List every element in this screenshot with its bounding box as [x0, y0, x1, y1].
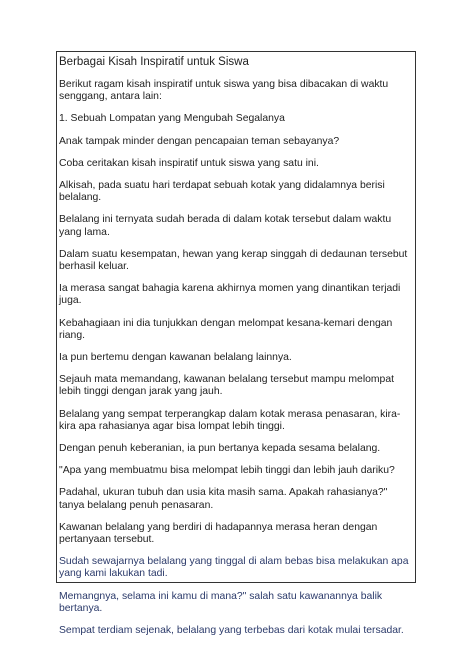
paragraph: Ia pun bertemu dengan kawanan belalang lainnya. — [59, 352, 292, 364]
paragraph: Kawanan belalang yang berdiri di hadapannya merasa heran dengan pertanyaan tersebut. — [59, 521, 378, 546]
section-heading: 1. Sebuah Lompatan yang Mengubah Segalanya — [59, 113, 285, 125]
document-body — [59, 55, 413, 647]
paragraph: Coba ceritakan kisah inspiratif untuk siswa yang satu ini. — [59, 157, 319, 169]
paragraph: Padahal, ukuran tubuh dan usia kita masih sama. Apakah rahasianya?" tanya belalang penuh penasaran. — [59, 487, 388, 511]
paragraph: Memangnya, selama ini kamu di mana?" salah satu kawanannya balik bertanya. — [59, 590, 383, 614]
paragraph: Berikut ragam kisah inspiratif untuk siswa yang bisa dibacakan di waktu senggang, antara lain: — [59, 79, 389, 103]
paragraph: Sejauh mata memandang, kawanan belalang tersebut mampu melompat lebih tinggi dengan jarak yang jauh. — [59, 374, 395, 398]
paragraph: Sempat terdiam sejenak, belalang yang terbebas dari kotak mulai tersadar. — [59, 625, 404, 637]
paragraph: "Apa yang membuatmu bisa melompat lebih tinggi dan lebih jauh dariku? — [59, 465, 395, 477]
document-page — [56, 51, 416, 637]
paragraph: Dengan penuh keberanian, ia pun bertanya kepada sesama belalang. — [59, 443, 381, 455]
document-title: Berbagai Kisah Inspiratif untuk Siswa — [59, 56, 249, 68]
paragraph: Belalang yang sempat terperangkap dalam kotak merasa penasaran, kira-kira apa rahasianya agar bisa lompat lebih tinggi. — [59, 408, 401, 432]
paragraph: Sudah sewajarnya belalang yang tinggal di alam bebas bisa melakukan apa yang kami lakukan tadi. — [59, 556, 409, 580]
paragraph: Alkisah, pada suatu hari terdapat sebuah kotak yang didalamnya berisi belalang. — [59, 180, 385, 204]
paragraph: Ia merasa sangat bahagia karena akhirnya momen yang dinantikan terjadi juga. — [59, 283, 401, 307]
paragraph: Dalam suatu kesempatan, hewan yang kerap singgah di dedaunan tersebut berhasil keluar. — [59, 248, 408, 273]
paragraph: Belalang ini ternyata sudah berada di dalam kotak tersebut dalam waktu yang lama. — [59, 214, 392, 238]
paragraph: Anak tampak minder dengan pencapaian teman sebayanya? — [59, 135, 340, 147]
paragraph: Kebahagiaan ini dia tunjukkan dengan melompat kesana-kemari dengan riang. — [59, 317, 393, 341]
